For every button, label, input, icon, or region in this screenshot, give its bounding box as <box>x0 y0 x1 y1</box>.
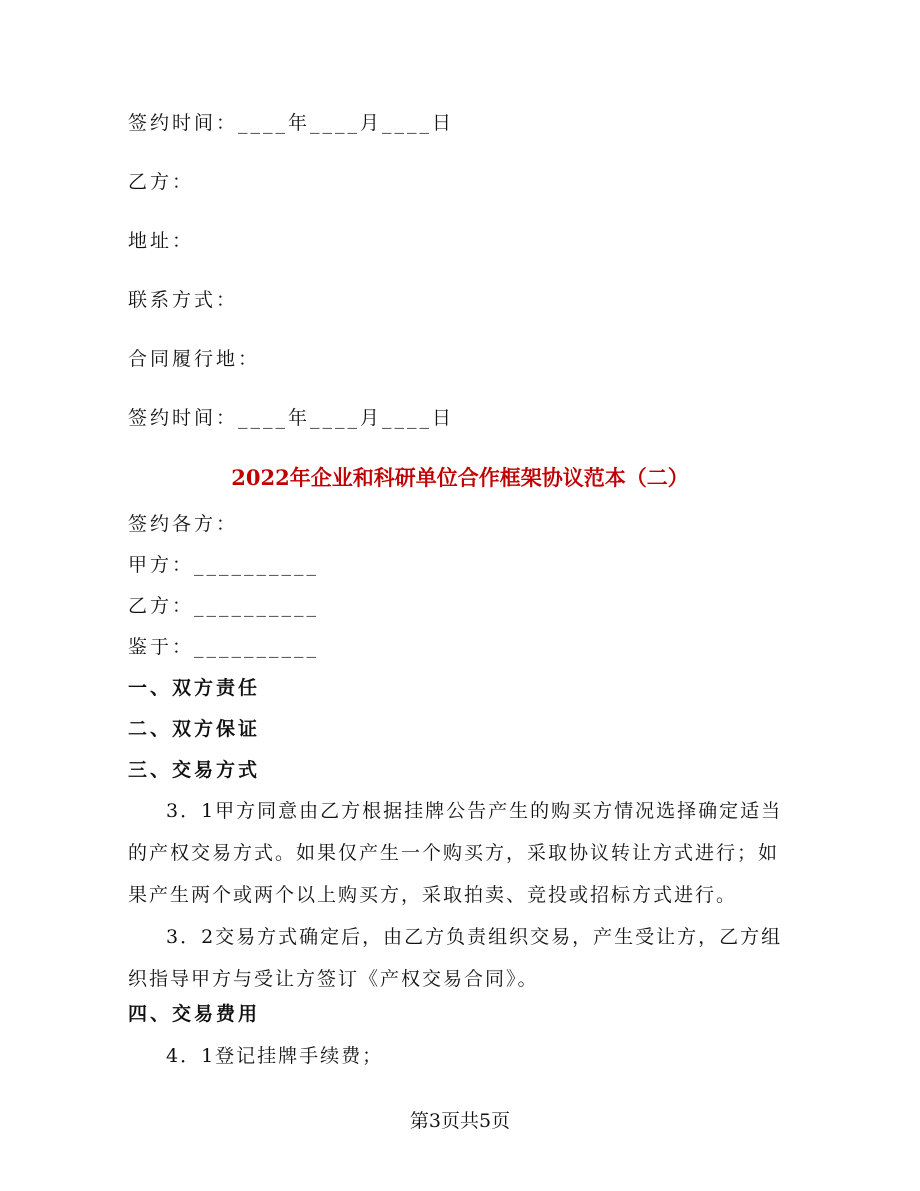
contact-line: 联系方式： <box>128 289 239 311</box>
party-a-field: 甲方：__________ <box>128 554 320 576</box>
parties-line: 签约各方： <box>128 513 239 535</box>
party-b-field: 乙方：__________ <box>128 595 320 617</box>
clause-3-2 <box>128 916 798 1000</box>
document-title: 2022年企业和科研单位合作框架协议范本（二） <box>231 465 689 490</box>
place-line: 合同履行地： <box>128 348 261 370</box>
section-heading-3: 三、交易方式 <box>128 759 261 781</box>
section-heading-1: 一、双方责任 <box>128 677 261 699</box>
section-heading-4: 四、交易费用 <box>128 1003 261 1025</box>
clause-4-1 <box>128 1035 798 1077</box>
sign-time-line-2: 签约时间：____年____月____日 <box>128 407 455 429</box>
whereas-field: 鉴于：__________ <box>128 636 320 658</box>
clause-3-1-text: 3．1甲方同意由乙方根据挂牌公告产生的购买方情况选择确定适当的产权交易方式。如果仅产生一个购买方，采取协议转让方式进行；如果产生两个或两个以上购买方，采取拍卖、竞投或招标方式进行。 <box>128 800 783 906</box>
address-line: 地址： <box>128 230 195 252</box>
page-number: 第3页共5页 <box>409 1110 511 1132</box>
party-b-line: 乙方： <box>128 171 195 193</box>
clause-3-2-text: 3．2交易方式确定后，由乙方负责组织交易，产生受让方，乙方组织指导甲方与受让方签订《产权交易合同》。 <box>128 926 783 990</box>
clause-3-1 <box>128 790 798 916</box>
sign-time-line: 签约时间：____年____月____日 <box>128 112 455 134</box>
section-heading-2: 二、双方保证 <box>128 718 261 740</box>
clause-4-1-text: 4．1登记挂牌手续费； <box>166 1045 384 1067</box>
